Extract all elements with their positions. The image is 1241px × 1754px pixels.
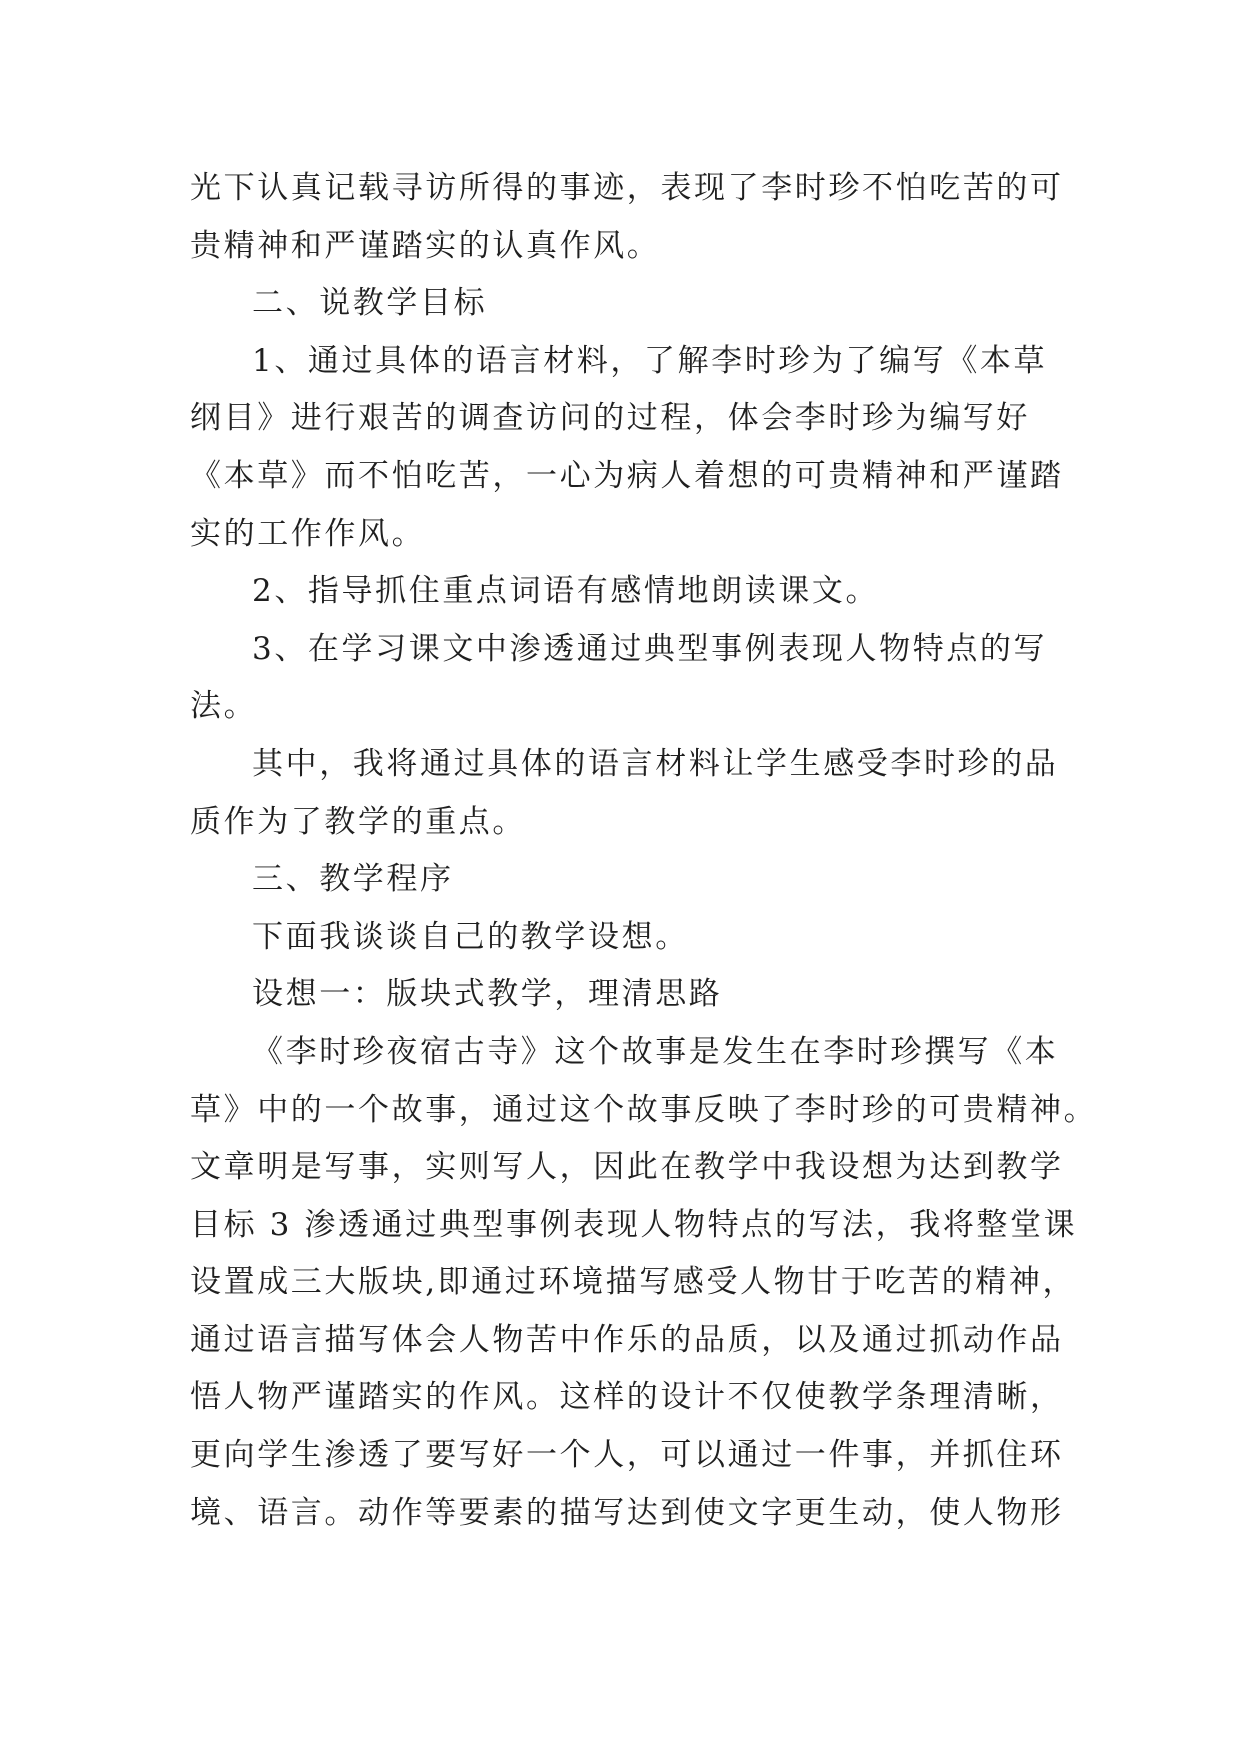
text-line: 目标 3 渗透通过典型事例表现人物特点的写法，我将整堂课 [190,1206,1078,1243]
text-line: 纲目》进行艰苦的调查访问的过程，体会李时珍为编写好 [190,400,1030,437]
text-line: 光下认真记载寻访所得的事迹，表现了李时珍不怕吃苦的可 [190,170,1064,206]
text-line: 3、在学习课文中渗透通过典型事例表现人物特点的写 [252,630,1048,667]
text-line: 悟人物严谨踏实的作风。这样的设计不仅使教学条理清晰， [190,1379,1064,1416]
text-line: 贵精神和严谨踏实的认真作风。 [190,227,661,264]
text-line: 通过语言描写体会人物苦中作乐的品质，以及通过抓动作品 [190,1321,1064,1358]
text-line: 《本草》而不怕吃苦，一心为病人着想的可贵精神和严谨踏 [190,457,1064,494]
document-body [190,160,1098,1542]
text-line: 设想一：版块式教学，理清思路 [252,976,723,1013]
text-line: 下面我谈谈自己的教学设想。 [252,918,689,955]
text-line: 文章明是写事，实则写人，因此在教学中我设想为达到教学 [190,1149,1064,1186]
text-line: 境、语言。动作等要素的描写达到使文字更生动，使人物形 [190,1494,1064,1531]
text-line: 三、教学程序 [252,861,454,898]
text-line: 二、说教学目标 [252,285,488,322]
text-line: 法。 [190,688,258,725]
text-line: 实的工作作风。 [190,515,426,552]
text-line: 2、指导抓住重点词语有感情地朗读课文。 [252,573,880,610]
text-line: 设置成三大版块,即通过环境描写感受人物甘于吃苦的精神， [190,1264,1077,1301]
text-line: 更向学生渗透了要写好一个人，可以通过一件事，并抓住环 [190,1437,1064,1474]
text-line: 质作为了教学的重点。 [190,803,526,840]
text-line: 1、通过具体的语言材料，了解李时珍为了编写《本草 [252,342,1048,379]
text-line: 《李时珍夜宿古寺》这个故事是发生在李时珍撰写《本 [252,1033,1059,1070]
text-line: 其中，我将通过具体的语言材料让学生感受李时珍的品 [252,745,1059,782]
text-line: 草》中的一个故事，通过这个故事反映了李时珍的可贵精神。 [190,1091,1098,1128]
